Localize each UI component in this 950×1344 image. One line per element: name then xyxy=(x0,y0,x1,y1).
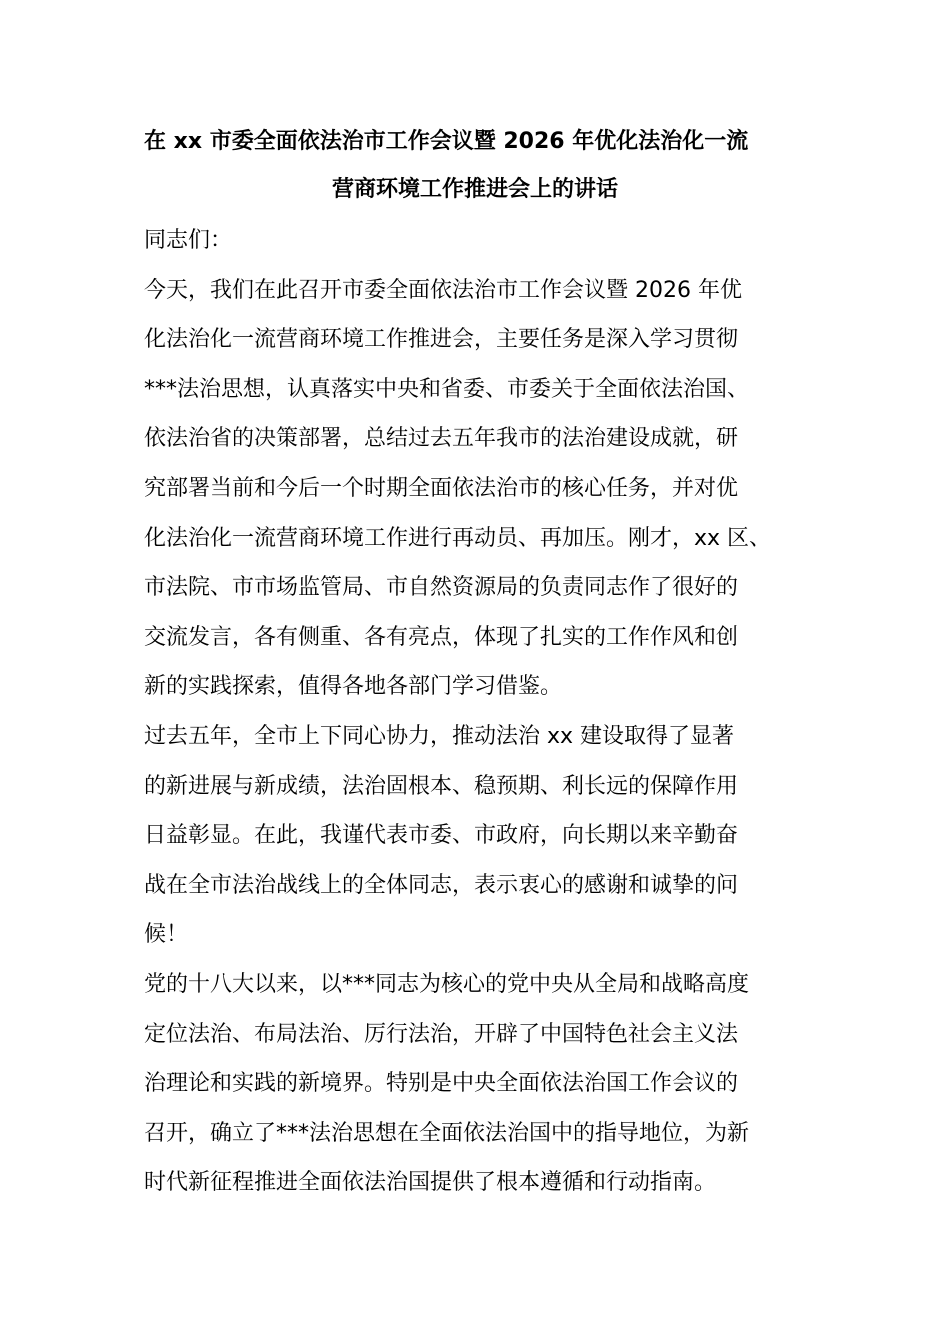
paragraph-line: 新的实践探索，值得各地各部门学习借鉴。 xyxy=(144,674,563,700)
paragraph-line: 交流发言，各有侧重、各有亮点，体现了扎实的工作作风和创 xyxy=(144,624,739,650)
document-title-line-1: 在 xx 市委全面依法治市工作会议暨 2026 年优化法治化一流 xyxy=(144,129,749,154)
paragraph-line: 治理论和实践的新境界。特别是中央全面依法治国工作会议的 xyxy=(144,1071,739,1097)
paragraph-line: 日益彰显。在此，我谨代表市委、市政府，向长期以来辛勤奋 xyxy=(144,823,739,849)
paragraph-line: 依法治省的决策部署，总结过去五年我市的法治建设成就，研 xyxy=(144,426,739,452)
paragraph-line: 市法院、市市场监管局、市自然资源局的负责同志作了很好的 xyxy=(144,575,739,601)
paragraph-line: 候！ xyxy=(144,922,189,948)
paragraph-line: ***法治思想，认真落实中央和省委、市委关于全面依法治国、 xyxy=(144,376,750,402)
salutation: 同志们： xyxy=(144,228,233,253)
paragraph-line: 究部署当前和今后一个时期全面依法治市的核心任务，并对优 xyxy=(144,475,739,501)
paragraph-3 xyxy=(144,960,806,1208)
paragraph-line: 化法治化一流营商环境工作推进会，主要任务是深入学习贯彻 xyxy=(144,327,739,353)
paragraph-line: 定位法治、布局法治、厉行法治，开辟了中国特色社会主义法 xyxy=(144,1021,739,1047)
paragraph-1 xyxy=(144,266,806,712)
paragraph-line: 今天，我们在此召开市委全面依法治市工作会议暨 2026 年优 xyxy=(144,277,742,303)
paragraph-line: 化法治化一流营商环境工作进行再动员、再加压。刚才，xx 区、 xyxy=(144,525,772,551)
paragraph-line: 战在全市法治战线上的全体同志，表示衷心的感谢和诚挚的问 xyxy=(144,872,739,898)
document-title-line-2: 营商环境工作推进会上的讲话 xyxy=(331,177,618,202)
paragraph-line: 过去五年，全市上下同心协力，推动法治 xx 建设取得了显著 xyxy=(144,723,735,749)
paragraph-line: 党的十八大以来，以***同志为核心的党中央从全局和战略高度 xyxy=(144,971,750,997)
paragraph-line: 召开，确立了***法治思想在全面依法治国中的指导地位，为新 xyxy=(144,1120,750,1146)
paragraph-line: 时代新征程推进全面依法治国提供了根本遵循和行动指南。 xyxy=(144,1170,717,1196)
paragraph-line: 的新进展与新成绩，法治固根本、稳预期、利长远的保障作用 xyxy=(144,773,739,799)
document-content xyxy=(144,118,806,1208)
paragraph-2 xyxy=(144,712,806,960)
